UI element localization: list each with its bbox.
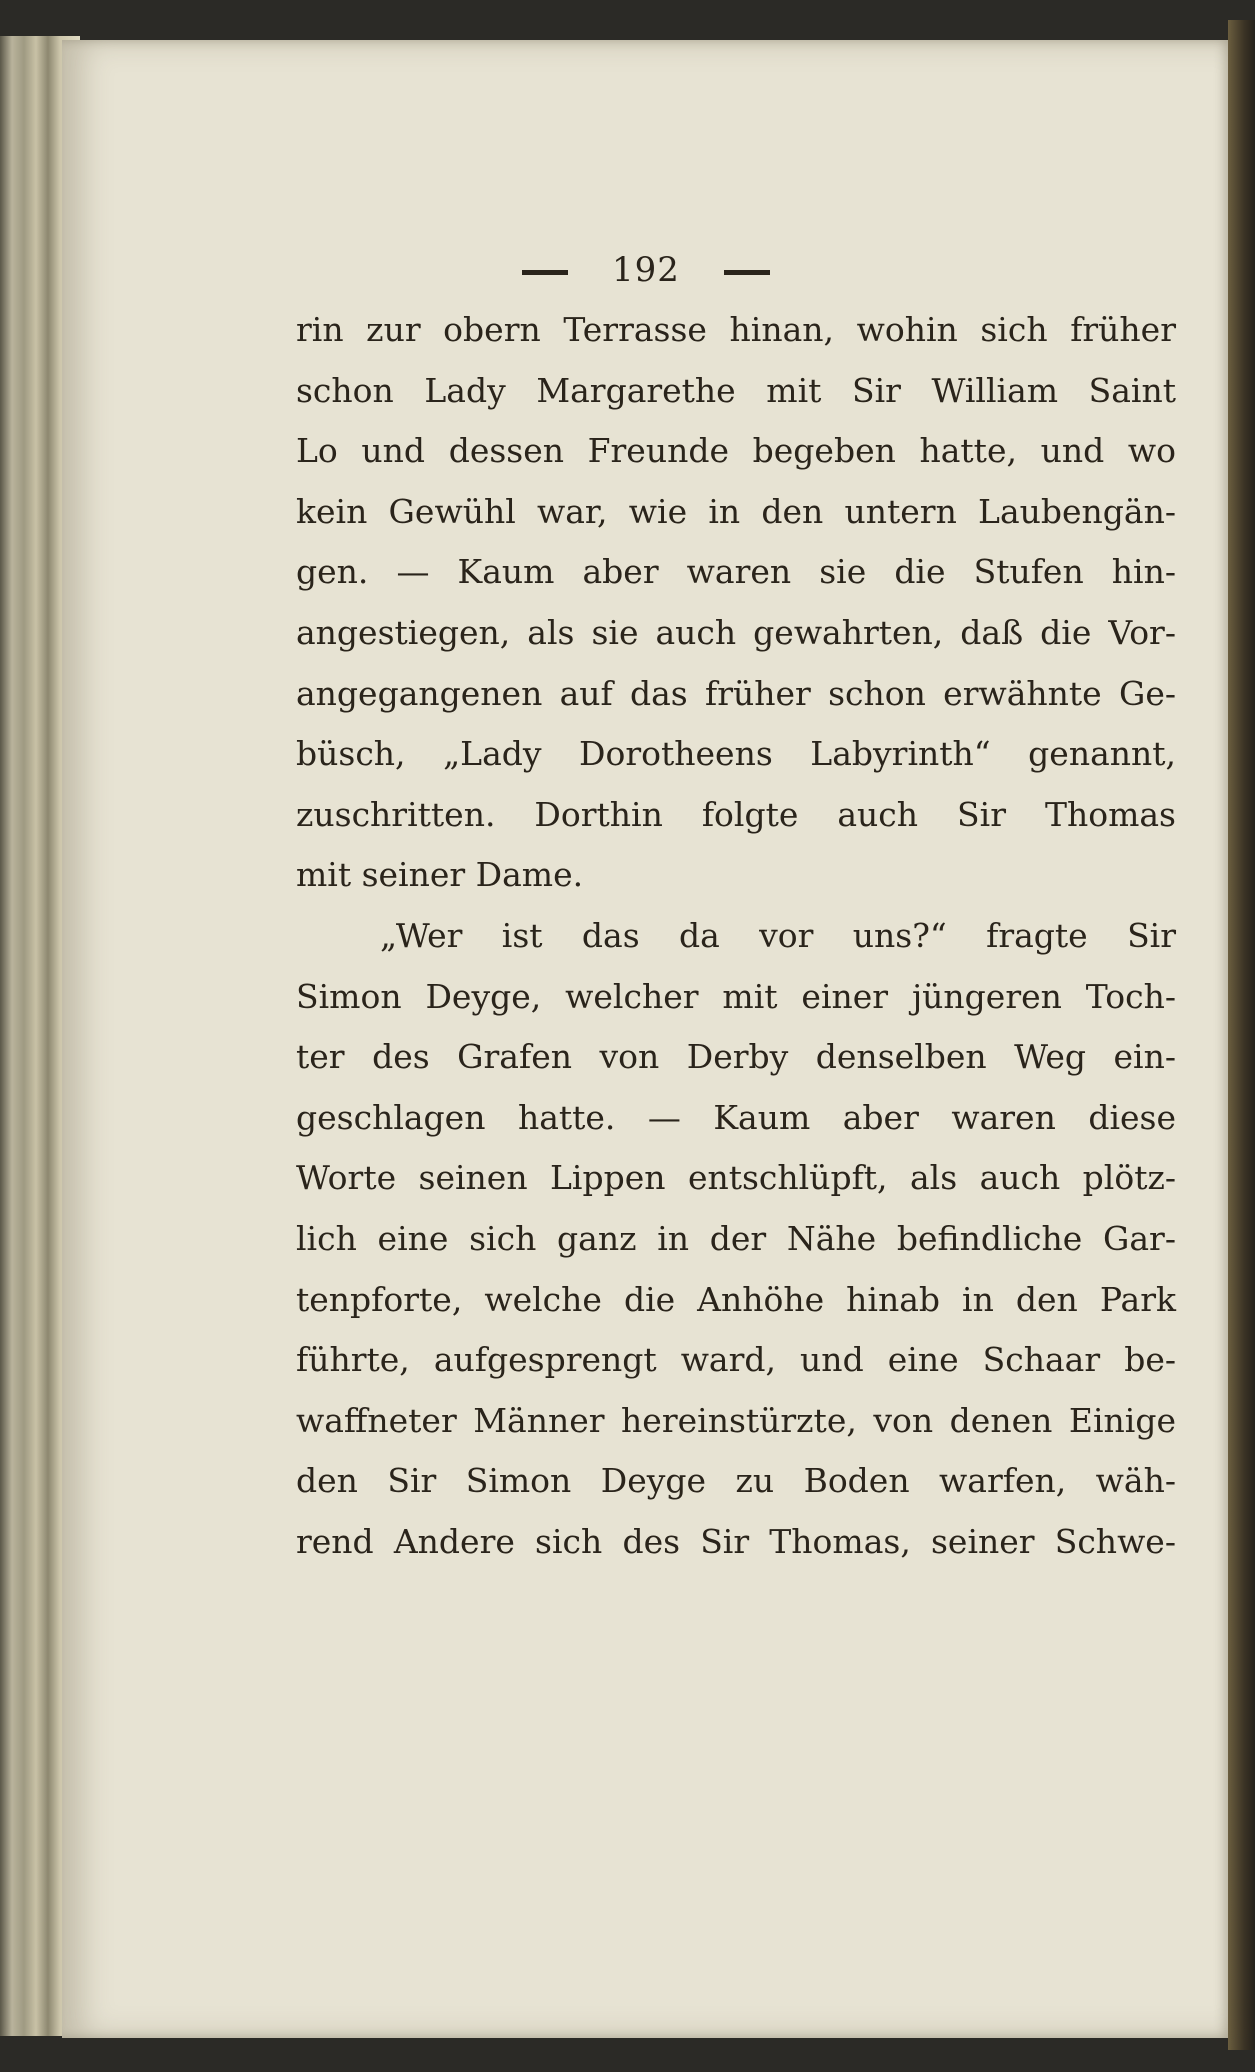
text-line: schon Lady Margarethe mit Sir William Saint [296, 370, 1176, 410]
text-line: rend Andere sich des Sir Thomas, seiner Schwe- [296, 1521, 1176, 1561]
text-line: angegangenen auf das früher schon erwähnte Ge- [296, 673, 1176, 713]
text-line: „Wer ist das da vor uns?“ fragte Sir [380, 915, 1176, 955]
body-text [296, 300, 1176, 1572]
text-line: tenpforte, welche die Anhöhe hinab in den Park [296, 1279, 1176, 1319]
text-line: angestiegen, als sie auch gewahrten, daß die Vor- [296, 612, 1176, 652]
text-line: Simon Deyge, welcher mit einer jüngeren Toch- [296, 976, 1176, 1016]
page-header [62, 250, 1230, 290]
text-line: waffneter Männer hereinstürzte, von denen Einige [296, 1400, 1176, 1440]
text-line: gen. — Kaum aber waren sie die Stufen hin- [296, 552, 1176, 592]
text-line: mit seiner Dame. [296, 855, 584, 895]
text-line: den Sir Simon Deyge zu Boden warfen, wäh- [296, 1461, 1176, 1501]
text-line: führte, aufgesprengt ward, und eine Schaar be- [296, 1340, 1176, 1380]
text-line: zuschritten. Dorthin folgte auch Sir Thomas [296, 794, 1176, 834]
header-dash-right [724, 270, 770, 275]
header-dash-left [522, 270, 568, 275]
text-line: rin zur obern Terrasse hinan, wohin sich früher [296, 310, 1176, 349]
text-line: büsch, „Lady Dorotheens Labyrinth“ genannt, [296, 734, 1176, 774]
book-cover-edge [1228, 20, 1255, 2050]
text-line: Worte seinen Lippen entschlüpft, als auch plötz- [296, 1158, 1176, 1198]
text-line: ter des Grafen von Derby denselben Weg ein- [296, 1037, 1176, 1077]
text-line: kein Gewühl war, wie in den untern Laubengän- [296, 491, 1176, 531]
text-line: lich eine sich ganz in der Nähe befindliche Gar- [296, 1218, 1176, 1258]
text-line: geschlagen hatte. — Kaum aber waren diese [296, 1097, 1176, 1137]
page-number: 192 [612, 250, 680, 290]
text-line: Lo und dessen Freunde begeben hatte, und wo [296, 431, 1176, 471]
